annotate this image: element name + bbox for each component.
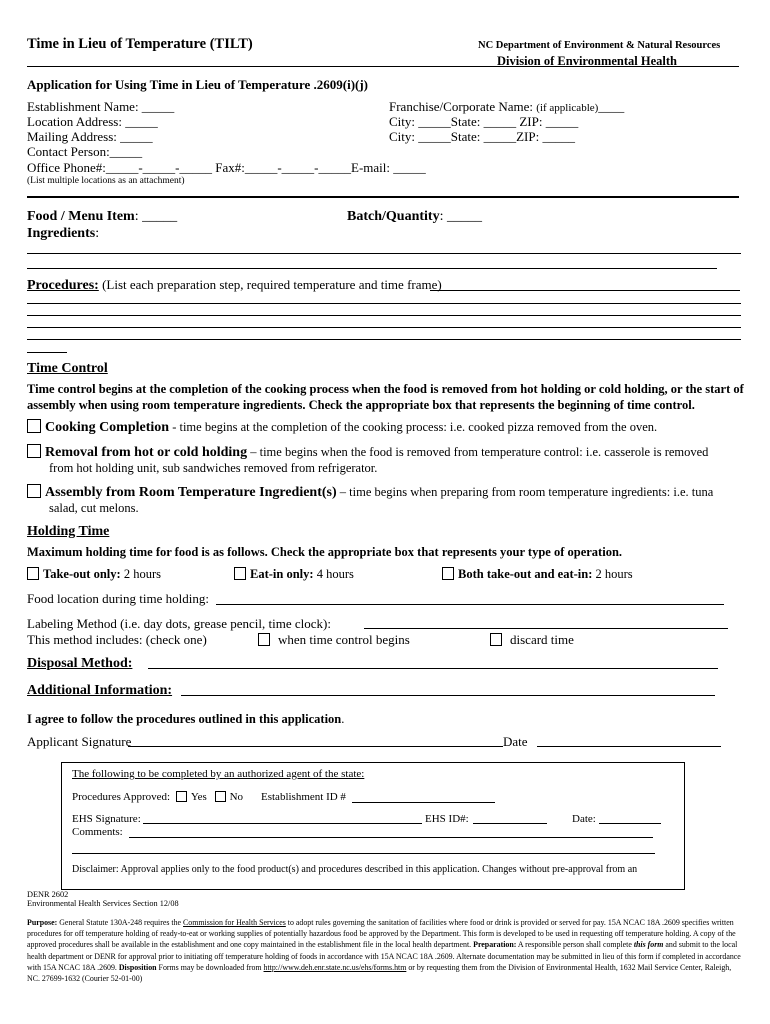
comments-input-line-2[interactable]: [72, 853, 655, 854]
assembly-room-temp-option[interactable]: [27, 484, 713, 501]
time-control-intro: Time control begins at the completion of the cooking process when the food is removed from hot holding or cold holding, or the start of assembly when using room temperature ingredients. Check the appropriate box that represents the beginning of time control.: [27, 382, 744, 412]
establishment-id-input[interactable]: [352, 802, 495, 803]
removal-holding-text-cont: from hot holding unit, sub sandwiches removed from refrigerator.: [49, 461, 378, 475]
approved-yes-label: Yes: [190, 791, 207, 803]
purpose-text-2: to adopt rules governing the sanitation of facilities where food or drink is provided or served for pay. 15A NCAC 18A .2609 specifies written procedures for off temperature holding of ready-to-eat or working supplies of potentially hazardous food be approved by the Department. This form is developed to be used in requesting off temperature holding. A copy of the approved procedures shall be available in the establishment and one copy maintained in the establishment file in the local health department.: [27, 918, 736, 950]
header-rule: [27, 66, 739, 67]
ehs-id-input[interactable]: [473, 823, 547, 824]
agreement-text: [27, 712, 344, 727]
ehs-id-label: EHS ID#:: [425, 813, 469, 825]
procedures-line-1[interactable]: [27, 303, 741, 304]
eatin-only-value: 4 hours: [313, 567, 354, 581]
approval-disclaimer: Disclaimer: Approval applies only to the food product(s) and procedures described in this application. Changes without pre-approval from an: [72, 864, 638, 875]
agreement-period: .: [341, 712, 345, 726]
ingredients-line-2[interactable]: [27, 268, 717, 269]
ingredients-colon: :: [95, 226, 100, 241]
method-when-time-control-option[interactable]: [258, 632, 410, 648]
method-discard-time-checkbox[interactable]: [490, 633, 502, 646]
removal-holding-checkbox[interactable]: [27, 444, 41, 458]
takeout-only-label: Take-out only:: [43, 567, 121, 581]
disposition-text-2: or by requesting them from the Division of Environmental Health, 1632 Mail Service Center, Raleigh, NC. 27699-1632 (Courier 52-01-00): [27, 962, 732, 984]
city-state-zip-1-field[interactable]: City: _____State: _____ ZIP: _____: [389, 114, 579, 129]
ehs-signature-label: EHS Signature:: [72, 813, 141, 825]
agent-date-input[interactable]: [599, 823, 661, 824]
purpose-label: Purpose:: [27, 918, 58, 927]
procedures-line-0[interactable]: [430, 290, 740, 291]
office-phone-fax-email-field[interactable]: Office Phone#:_____-_____-_____ Fax#:_____-_____-_____E-mail: _____: [27, 160, 426, 175]
preparation-text-1: A responsible person shall complete: [516, 940, 634, 950]
establishment-name-field[interactable]: Establishment Name: _____: [27, 99, 175, 114]
food-location-input[interactable]: [216, 604, 724, 605]
food-menu-item-field[interactable]: [27, 209, 177, 225]
food-location-label: Food location during time holding:: [27, 591, 209, 606]
preparation-label: Preparation:: [473, 940, 517, 950]
method-when-time-control-checkbox[interactable]: [258, 633, 270, 646]
ehs-signature-input[interactable]: [143, 823, 422, 824]
preparation-text-2: and submit to the local health department or DENR for approval prior to initiating off temperature holding of foods in accordance with 15A NCAC 18A .2609. Alternate documentation may be submitted in lieu of this form if completed in accordance with 15A NCAC 18A .2609.: [27, 940, 741, 972]
both-takeout-eatin-checkbox[interactable]: [442, 567, 454, 580]
procedures-line-4[interactable]: [27, 339, 741, 340]
labeling-method-label: Labeling Method (i.e. day dots, grease pencil, time clock):: [27, 616, 331, 631]
form-number: DENR 2602: [27, 890, 69, 899]
cooking-completion-option[interactable]: [27, 419, 657, 436]
applicant-signature-label: Applicant Signature: [27, 734, 132, 749]
approved-yes-checkbox[interactable]: [176, 791, 187, 802]
approved-no-checkbox[interactable]: [215, 791, 226, 802]
comments-input-line-1[interactable]: [129, 837, 653, 838]
agreement-statement: I agree to follow the procedures outlined in this application: [27, 712, 342, 726]
batch-quantity-label: Batch/Quantity: [347, 209, 440, 224]
holding-time-heading: Holding Time: [27, 524, 110, 539]
mailing-address-field[interactable]: Mailing Address: _____: [27, 129, 153, 144]
removal-holding-option[interactable]: [27, 444, 708, 461]
batch-quantity-blank: : _____: [439, 209, 482, 224]
city-state-zip-2-field[interactable]: City: _____State: _____ZIP: _____: [389, 129, 575, 144]
removal-holding-label: Removal from hot or cold holding: [45, 445, 248, 460]
removal-holding-text: – time begins when the food is removed from temperature control: i.e. casserole is removed: [247, 445, 709, 459]
eatin-only-option[interactable]: [234, 567, 354, 582]
additional-info-input[interactable]: [181, 695, 715, 696]
both-takeout-eatin-label: Both take-out and eat-in:: [458, 567, 593, 581]
takeout-only-value: 2 hours: [120, 567, 161, 581]
disposition-text-1: Forms may be downloaded from: [156, 962, 264, 972]
franchise-label: Franchise/Corporate Name:: [389, 99, 537, 114]
takeout-only-option[interactable]: [27, 567, 161, 582]
procedures-instructions: (List each preparation step, required temperature and time frame): [98, 277, 442, 292]
applicant-signature-input[interactable]: [128, 746, 503, 747]
procedures-line-2[interactable]: [27, 315, 741, 316]
both-takeout-eatin-value: 2 hours: [592, 567, 633, 581]
footer-purpose-paragraph: [27, 917, 745, 984]
disposition-label: Disposition: [118, 962, 157, 972]
ingredients-label: [27, 226, 99, 242]
establishment-id-label: Establishment ID #: [261, 791, 346, 803]
agent-date-label: Date:: [572, 813, 596, 825]
division-name: Division of Environmental Health________: [497, 54, 727, 68]
method-when-time-control-label: when time control begins: [278, 632, 410, 647]
agency-name: NC Department of Environment & Natural Resources: [478, 40, 721, 51]
franchise-note: (if applicable): [536, 102, 599, 114]
procedures-line-5[interactable]: [27, 352, 67, 353]
disposal-method-label: Disposal Method:: [27, 656, 133, 671]
eatin-only-label: Eat-in only:: [250, 567, 314, 581]
procedures-label: Procedures:: [27, 278, 99, 293]
location-address-field[interactable]: Location Address: _____: [27, 114, 158, 129]
approved-no-label: No: [229, 791, 244, 803]
application-title: Application for Using Time in Lieu of Temperature .2609(i)(j): [27, 77, 369, 92]
cooking-completion-checkbox[interactable]: [27, 419, 41, 433]
method-discard-time-label: discard time: [510, 632, 574, 647]
assembly-room-temp-text: – time begins when preparing from room temperature ingredients: i.e. tuna: [336, 485, 714, 499]
form-title: Time in Lieu of Temperature (TILT): [27, 36, 253, 52]
agent-box-heading: The following to be completed by an authorized agent of the state:: [72, 768, 365, 780]
comments-label: Comments:: [72, 826, 123, 838]
assembly-room-temp-text-cont: salad, cut melons.: [49, 501, 139, 515]
purpose-text-1: General Statute 130A-248 requires the: [57, 918, 184, 927]
method-includes-label: This method includes: (check one): [27, 632, 207, 647]
section-rule: [27, 196, 739, 198]
applicant-date-input[interactable]: [537, 746, 721, 747]
assembly-room-temp-checkbox[interactable]: [27, 484, 41, 498]
commission-link[interactable]: Commission for Health Services: [183, 918, 286, 927]
food-menu-item-blank: : _____: [134, 209, 178, 224]
franchise-blank: ____: [598, 99, 625, 114]
section-date: Environmental Health Services Section 12/08: [27, 899, 179, 908]
this-form-text: this form: [633, 940, 664, 950]
procedures-line-3[interactable]: [27, 327, 741, 328]
cooking-completion-text: - time begins at the completion of the cooking process: i.e. cooked pizza removed from the oven.: [169, 420, 658, 434]
assembly-room-temp-label: Assembly from Room Temperature Ingredient(s): [45, 485, 337, 500]
eatin-only-checkbox[interactable]: [234, 567, 246, 580]
applicant-date-label: Date: [503, 734, 528, 749]
method-discard-time-option[interactable]: [490, 632, 574, 648]
batch-quantity-field[interactable]: [347, 209, 482, 225]
forms-download-link[interactable]: http://www.deh.enr.state.nc.us/ehs/forms.htm: [263, 962, 407, 972]
multiple-locations-note: (List multiple locations as an attachment): [27, 176, 185, 186]
procedures-approved-row: [72, 791, 243, 803]
disposal-method-input[interactable]: [148, 668, 718, 669]
holding-time-intro: Maximum holding time for food is as follows. Check the appropriate box that represents your type of operation.: [27, 545, 623, 559]
takeout-only-checkbox[interactable]: [27, 567, 39, 580]
ingredients-line-1[interactable]: [27, 253, 741, 254]
contact-person-field[interactable]: Contact Person:_____: [27, 144, 143, 159]
additional-info-label: Additional Information:: [27, 683, 173, 698]
procedures-approved-label: Procedures Approved:: [72, 791, 171, 803]
time-control-heading: Time Control: [27, 361, 108, 376]
labeling-method-input[interactable]: [364, 628, 728, 629]
cooking-completion-label: Cooking Completion: [45, 420, 170, 435]
ingredients-label-text: Ingredients: [27, 226, 96, 241]
procedures-field[interactable]: [27, 277, 442, 294]
franchise-name-field[interactable]: [389, 99, 624, 115]
both-takeout-eatin-option[interactable]: [442, 567, 633, 582]
food-menu-item-label: Food / Menu Item: [27, 209, 135, 224]
